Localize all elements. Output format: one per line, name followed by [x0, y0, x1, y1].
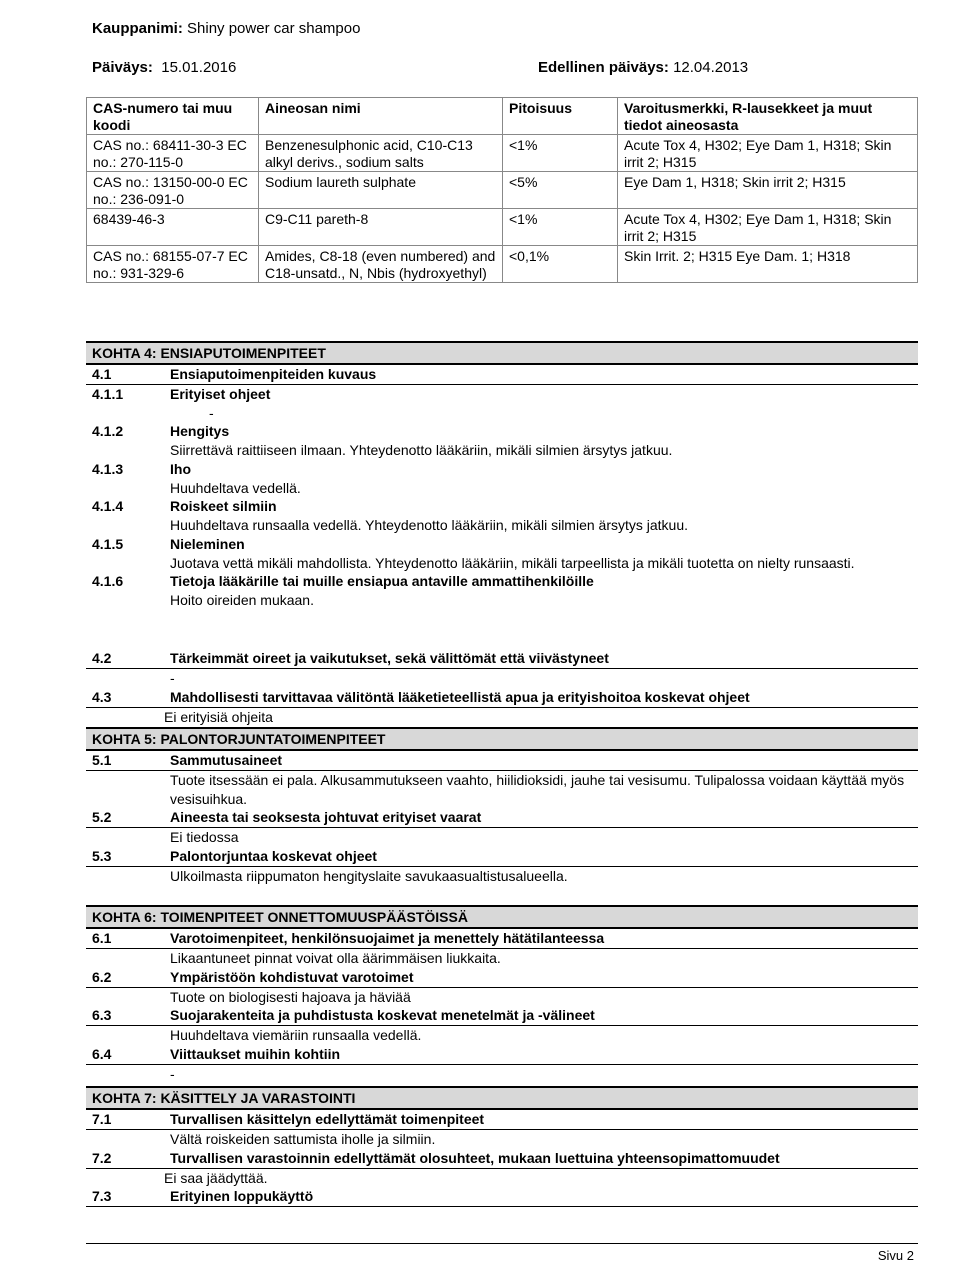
subsection-text: - — [170, 670, 175, 686]
subsection-heading — [86, 1149, 918, 1169]
subsection-number: 6.1 — [92, 930, 112, 946]
section-7 — [86, 1086, 918, 1207]
subsection-heading — [86, 365, 918, 385]
cell-name: Sodium laureth sulphate — [259, 172, 503, 209]
product-label: Kauppanimi: — [92, 20, 183, 37]
section-title: KOHTA 6: TOIMENPITEET ONNETTOMUUSPÄÄSTÖISSÄ — [86, 905, 918, 929]
subsection-title: Erityiset ohjeet — [170, 386, 271, 402]
subsection-number: 4.2 — [92, 650, 112, 666]
subsection-number: 4.1.1 — [92, 386, 124, 402]
subsection-number: 7.2 — [92, 1149, 112, 1166]
subsection-heading — [86, 847, 918, 867]
subsection-number: 4.1.5 — [92, 535, 124, 552]
subsection-title: Ympäristöön kohdistuvat varotoimet — [170, 968, 414, 985]
subsection-text: Huuhdeltava runsaalla vedellä. Yhteydenotto lääkäriin, mikäli silmien ärsytys jatkuu. — [170, 517, 689, 533]
subsection-number: 4.1.2 — [92, 423, 124, 439]
subsection-title: Iho — [170, 460, 191, 477]
composition-table — [86, 97, 918, 283]
subsection-number: 6.2 — [92, 968, 112, 985]
cell-name: C9-C11 pareth-8 — [259, 209, 503, 246]
table-header-row — [87, 98, 918, 135]
subsection-text: Ei saa jäädyttää. — [164, 1169, 268, 1186]
subsection-text: - — [170, 1065, 175, 1082]
date-line — [92, 59, 236, 76]
subsection-text: Ulkoilmasta riippumaton hengityslaite savukaasualtistusalueella. — [170, 867, 568, 884]
subsection-title: Sammutusaineet — [170, 752, 283, 768]
subsection-heading — [86, 649, 918, 669]
subsection-number: 4.1.3 — [92, 460, 124, 477]
subsection-number: 4.1.6 — [92, 573, 124, 589]
subsection-text: Hoito oireiden mukaan. — [170, 592, 314, 608]
subsection-text: Tuote itsessään ei pala. Alkusammutukseen vaahto, hiilidioksidi, jauhe tai vesisumu. Tulipalossa voidaan käyttää myös vesisuihkua. — [170, 772, 905, 807]
subsection-heading — [86, 1187, 918, 1207]
subsection-title: Varotoimenpiteet, henkilönsuojaimet ja menettely hätätilanteessa — [170, 930, 605, 946]
subsection-title: Turvallisen varastoinnin edellyttämät olosuhteet, mukaan luettuina yhteensopimattomuudet — [170, 1149, 780, 1166]
subsection-text: Vältä roiskeiden sattumista iholle ja silmiin. — [170, 1131, 436, 1147]
col-header-code: CAS-numero tai muu koodi — [87, 98, 259, 135]
subsection-text: Tuote on biologisesti hajoava ja häviää — [170, 988, 411, 1005]
subsection-text: Huuhdeltava vedellä. — [170, 479, 301, 496]
subsection-heading — [86, 535, 918, 554]
prev-date-line — [538, 59, 748, 76]
cell-hazard: Eye Dam 1, H318; Skin irrit 2; H315 — [618, 172, 918, 209]
section-5 — [86, 727, 918, 885]
subsection-text: Huuhdeltava viemäriin runsaalla vedellä. — [170, 1027, 422, 1043]
cell-hazard: Acute Tox 4, H302; Eye Dam 1, H318; Skin irrit 2; H315 — [618, 135, 918, 172]
cell-code: 68439-46-3 — [87, 209, 259, 246]
cell-code: CAS no.: 68411-30-3 EC no.: 270-115-0 — [87, 135, 259, 172]
subsection-text: - — [209, 405, 214, 421]
table-row — [87, 172, 918, 209]
subsection-number: 5.3 — [92, 847, 112, 864]
subsection-title: Viittaukset muihin kohtiin — [170, 1045, 341, 1062]
subsection-title: Tietoja lääkärille tai muille ensiapua antaville ammattihenkilöille — [170, 573, 594, 589]
subsection-number: 6.3 — [92, 1007, 112, 1023]
section-4-2 — [86, 649, 918, 726]
cell-hazard: Skin Irrit. 2; H315 Eye Dam. 1; H318 — [618, 246, 918, 283]
subsection-title: Mahdollisesti tarvittavaa välitöntä lääketieteellistä apua ja erityishoitoa koskevat ohjeet — [170, 688, 750, 705]
subsection-heading — [86, 460, 918, 479]
table-row — [87, 135, 918, 172]
table-row — [87, 246, 918, 283]
section-4 — [86, 341, 918, 610]
prev-date-label: Edellinen päiväys: — [538, 59, 669, 76]
subsection-heading — [86, 929, 918, 949]
subsection-heading — [86, 497, 918, 516]
cell-hazard: Acute Tox 4, H302; Eye Dam 1, H318; Skin irrit 2; H315 — [618, 209, 918, 246]
subsection-text: Ei erityisiä ohjeita — [164, 708, 273, 725]
section-title: KOHTA 7: KÄSITTELY JA VARASTOINTI — [86, 1086, 918, 1110]
subsection-heading — [86, 968, 918, 988]
product-line — [92, 20, 360, 37]
subsection-number: 4.3 — [92, 688, 112, 705]
cell-conc: <1% — [503, 209, 618, 246]
product-name: Shiny power car shampoo — [187, 20, 361, 37]
section-title: KOHTA 5: PALONTORJUNTATOIMENPITEET — [86, 727, 918, 751]
cell-conc: <0,1% — [503, 246, 618, 283]
subsection-number: 4.1 — [92, 366, 112, 382]
table-row — [87, 209, 918, 246]
subsection-number: 7.1 — [92, 1111, 112, 1127]
page-number: Sivu 2 — [877, 1248, 914, 1263]
subsection-number: 5.1 — [92, 752, 112, 768]
subsection-text: Juotava vettä mikäli mahdollista. Yhteydenotto lääkäriin, mikäli tarpeellista ja mikäli tuotetta on nielty runsaasti. — [170, 554, 855, 571]
subsection-text: Siirrettävä raittiiseen ilmaan. Yhteydenotto lääkäriin, mikäli silmien ärsytys jatkuu. — [170, 442, 673, 458]
date-label: Päiväys: — [92, 59, 153, 76]
section-title: KOHTA 4: ENSIAPUTOIMENPITEET — [86, 341, 918, 365]
subsection-heading — [86, 422, 918, 441]
cell-code: CAS no.: 68155-07-7 EC no.: 931-329-6 — [87, 246, 259, 283]
subsection-title: Tärkeimmät oireet ja vaikutukset, sekä välittömät että viivästyneet — [170, 650, 609, 666]
subsection-heading — [86, 688, 918, 708]
page-footer — [86, 1243, 918, 1263]
subsection-number: 6.4 — [92, 1045, 112, 1062]
subsection-heading — [86, 751, 918, 771]
date-value: 15.01.2016 — [161, 59, 237, 76]
col-header-conc: Pitoisuus — [503, 98, 618, 135]
subsection-text: Ei tiedossa — [170, 829, 239, 845]
subsection-heading — [86, 1006, 918, 1026]
subsection-text: Likaantuneet pinnat voivat olla äärimmäisen liukkaita. — [170, 950, 501, 966]
subsection-title: Aineesta tai seoksesta johtuvat erityiset vaarat — [170, 809, 482, 825]
subsection-title: Ensiaputoimenpiteiden kuvaus — [170, 366, 377, 382]
subsection-heading — [86, 385, 918, 404]
prev-date-value: 12.04.2013 — [673, 59, 749, 76]
cell-conc: <1% — [503, 135, 618, 172]
col-header-name: Aineosan nimi — [259, 98, 503, 135]
cell-code: CAS no.: 13150-00-0 EC no.: 236-091-0 — [87, 172, 259, 209]
subsection-number: 4.1.4 — [92, 498, 124, 514]
cell-conc: <5% — [503, 172, 618, 209]
subsection-heading — [86, 572, 918, 591]
subsection-title: Palontorjuntaa koskevat ohjeet — [170, 847, 377, 864]
subsection-title: Erityinen loppukäyttö — [170, 1188, 314, 1204]
subsection-number: 5.2 — [92, 809, 112, 825]
col-header-hazard: Varoitusmerkki, R-lausekkeet ja muut tiedot aineosasta — [618, 98, 918, 135]
cell-name: Amides, C8-18 (even numbered) and C18-unsatd., N, Nbis (hydroxyethyl) — [259, 246, 503, 283]
subsection-heading — [86, 1045, 918, 1065]
subsection-title: Roiskeet silmiin — [170, 498, 277, 514]
subsection-title: Hengitys — [170, 423, 230, 439]
subsection-heading — [86, 808, 918, 828]
cell-name: Benzenesulphonic acid, C10-C13 alkyl derivs., sodium salts — [259, 135, 503, 172]
subsection-title: Turvallisen käsittelyn edellyttämät toimenpiteet — [170, 1111, 485, 1127]
subsection-heading — [86, 1110, 918, 1130]
subsection-title: Suojarakenteita ja puhdistusta koskevat menetelmät ja -välineet — [170, 1007, 595, 1023]
section-6 — [86, 905, 918, 1083]
subsection-title: Nieleminen — [170, 535, 245, 552]
subsection-number: 7.3 — [92, 1188, 112, 1204]
